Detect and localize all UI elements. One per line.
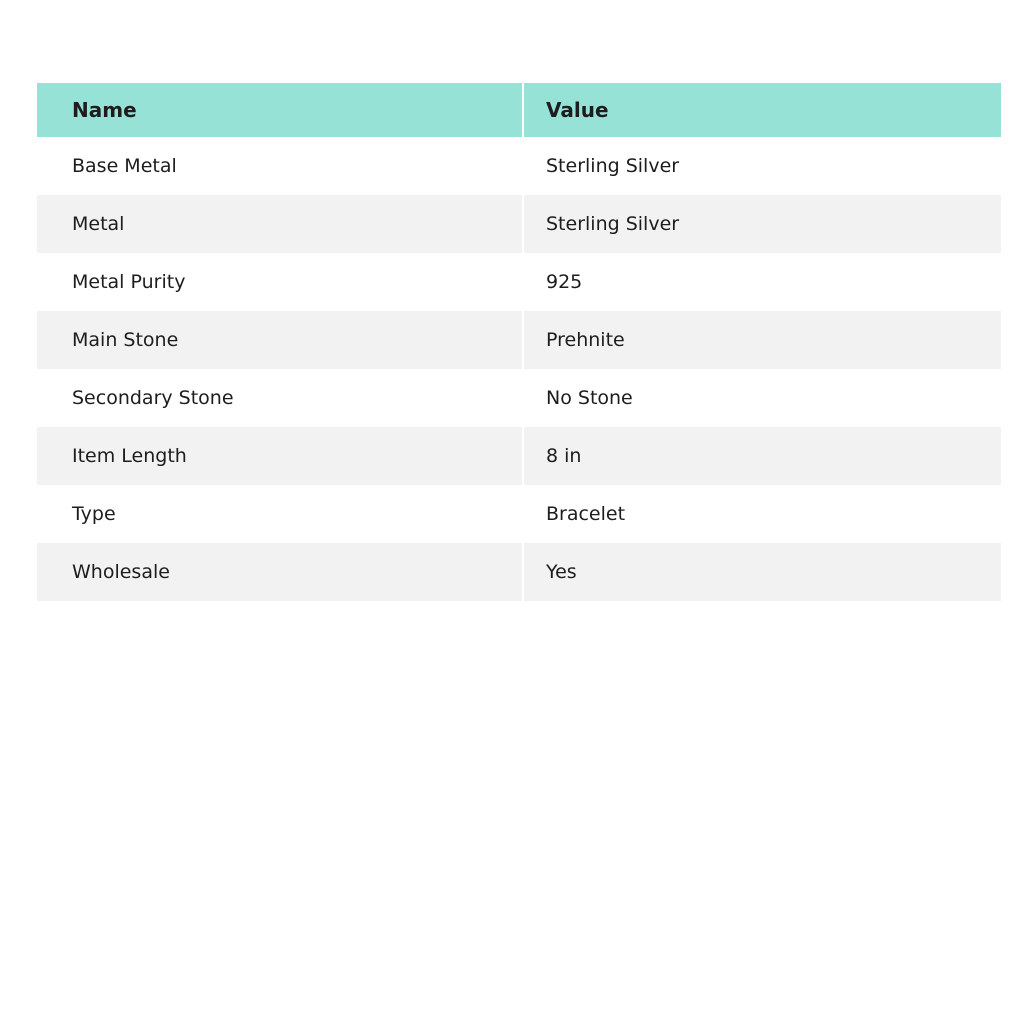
attribute-value: Bracelet [523,485,1001,543]
table-row [37,195,1001,253]
attribute-name: Type [37,485,523,543]
column-header-name: Name [37,83,523,137]
table-row [37,137,1001,195]
table-row [37,427,1001,485]
attribute-value: Yes [523,543,1001,601]
attribute-name: Wholesale [37,543,523,601]
attribute-value: 8 in [523,427,1001,485]
attribute-name: Secondary Stone [37,369,523,427]
table-row [37,485,1001,543]
table-row [37,253,1001,311]
attribute-name: Metal [37,195,523,253]
attribute-name: Metal Purity [37,253,523,311]
attribute-name: Base Metal [37,137,523,195]
table-header-row [37,83,1001,137]
table-row [37,543,1001,601]
column-header-value: Value [523,83,1001,137]
attribute-name: Item Length [37,427,523,485]
attribute-value: 925 [523,253,1001,311]
product-attributes-table [37,83,1001,601]
attribute-value: Sterling Silver [523,137,1001,195]
attribute-value: Prehnite [523,311,1001,369]
attribute-name: Main Stone [37,311,523,369]
attribute-value: Sterling Silver [523,195,1001,253]
attribute-value: No Stone [523,369,1001,427]
table-row [37,369,1001,427]
table-header [37,83,1001,137]
table-body [37,137,1001,601]
table-row [37,311,1001,369]
